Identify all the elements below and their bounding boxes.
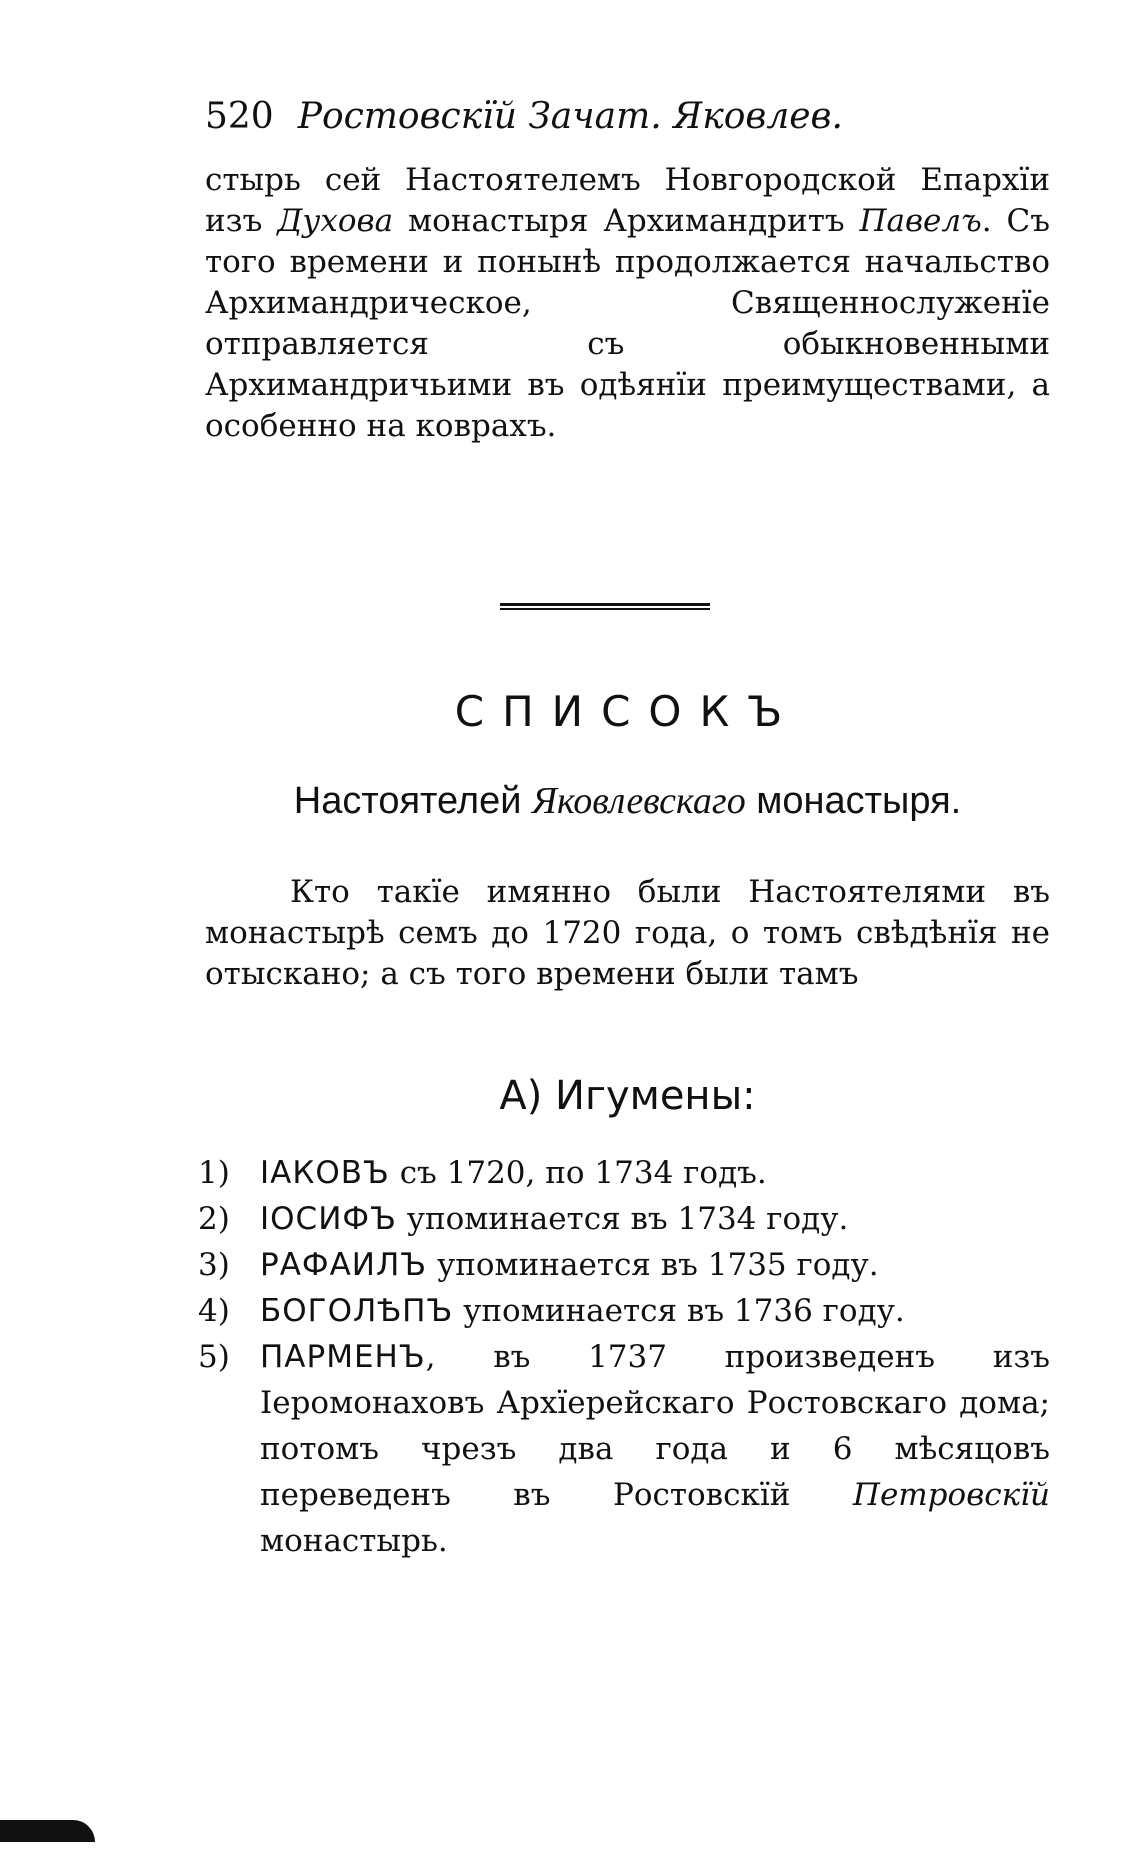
item-number: 1)	[198, 1155, 230, 1191]
page-header	[205, 92, 965, 142]
item-entry	[260, 1288, 1050, 1334]
list-subtitle	[205, 775, 1050, 827]
item-entry	[260, 1150, 1050, 1196]
item-text: упоминается въ 1735 году.	[427, 1247, 879, 1283]
page-number: 520	[205, 96, 274, 137]
list-item	[198, 1150, 1050, 1196]
list-item	[198, 1242, 1050, 1288]
italic-text: Духова	[277, 203, 394, 239]
paragraph-text: Кто такїе имянно были Настоятелями въ монастырѣ семъ до 1720 года, о томъ свѣдѣнїя не отыскано; а съ того времени были тамъ	[205, 874, 1050, 992]
italic-text: Павелъ	[859, 203, 982, 239]
item-text: упоминается въ 1736 году.	[453, 1293, 905, 1329]
abbot-name: ПАРМЕНЪ	[260, 1339, 426, 1375]
list-item	[198, 1334, 1050, 1564]
item-entry	[260, 1334, 1050, 1564]
item-number: 5)	[198, 1339, 230, 1375]
paragraph-text: стырь сей Настоятелемъ Новгородской Епархїи изъ	[205, 162, 1050, 239]
italic-text: Петровскїй	[852, 1477, 1050, 1513]
subtitle-text: монастыря.	[745, 780, 962, 822]
abbot-name: IОСИФЪ	[260, 1201, 397, 1237]
ink-blot	[0, 1820, 95, 1842]
intro-paragraph	[205, 872, 1050, 995]
item-entry	[260, 1242, 1050, 1288]
item-text: съ 1720, по 1734 годъ.	[389, 1155, 767, 1191]
item-text: упоминается въ 1734 году.	[396, 1201, 849, 1237]
item-text: , въ 1737 произведенъ изъ Iеромонаховъ Архїерейскаго Ростовскаго дома; потомъ чрезъ два года и 6 мѣсяцовъ переведенъ въ Ростовскїй	[260, 1339, 1050, 1513]
item-number: 4)	[198, 1293, 230, 1329]
list-item	[198, 1288, 1050, 1334]
abbots-list	[198, 1150, 1050, 1564]
continuation-paragraph	[205, 160, 1050, 447]
abbot-name: БОГОЛѢПЪ	[260, 1293, 454, 1329]
section-heading: А) Игумены:	[499, 1073, 756, 1119]
section-divider	[500, 603, 710, 610]
list-item	[198, 1196, 1050, 1242]
item-text: монастырь.	[260, 1523, 448, 1559]
paragraph-text: монастыря Архимандритъ	[393, 203, 860, 239]
running-title: Ростовскїй Зачат. Яковлев.	[297, 96, 843, 137]
subtitle-text: Настоятелей	[293, 780, 532, 822]
item-number: 3)	[198, 1247, 230, 1283]
item-entry	[260, 1196, 1050, 1242]
list-title: СПИСОКЪ	[454, 687, 801, 736]
item-number: 2)	[198, 1201, 230, 1237]
abbot-name: IАКОВЪ	[260, 1155, 390, 1191]
subtitle-italic: Яковлевскаго	[532, 780, 746, 822]
paragraph-text: . Съ того времени и понынѣ продолжается начальство Архимандрическое, Священнослуженїе отправляется съ обыкновенными Архимандричьими въ одѣянїи преимуществами, а особенно на коврахъ.	[205, 203, 1050, 444]
abbot-name: РАФАИЛЪ	[260, 1247, 428, 1283]
